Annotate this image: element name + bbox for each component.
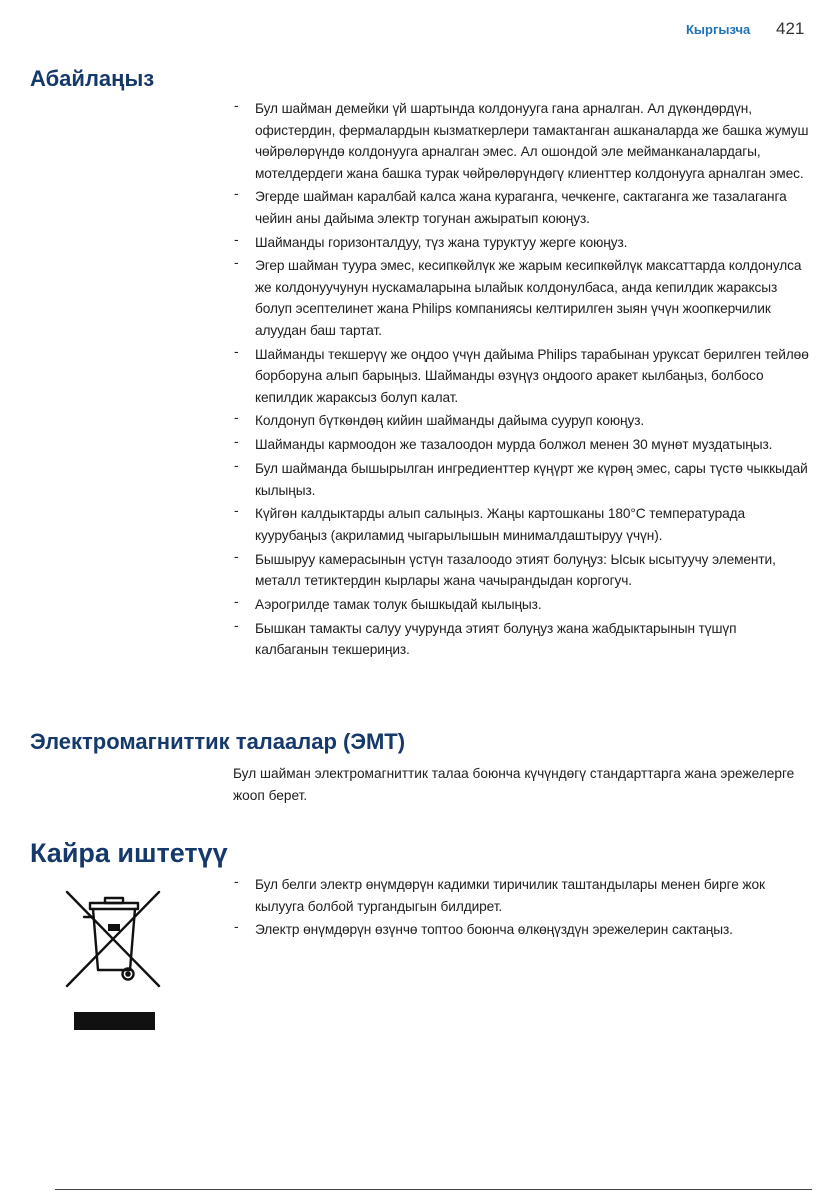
caution-item: - Шайманды текшерүү же оңдоо үчүн дайыма Philips тарабынан уруксат берилген тейлөө борборуна алып барыңыз. Шайманды өзүңүз оңдоого аракет кылбаңыз, болбосо кепилдик жараксыз болуп калат. bbox=[233, 344, 811, 409]
caution-heading: Абайлаңыз bbox=[30, 66, 155, 91]
emf-heading: Электромагниттик талаалар (ЭМТ) bbox=[30, 729, 406, 754]
caution-item: - Эгерде шайман каралбай калса жана кураганга, чечкенге, сактаганга же тазалаганга чейин аны дайыма электр тогунан ажыратып коюңуз. bbox=[233, 186, 811, 229]
caution-item: - Бышкан тамакты салуу учурунда этият болуңуз жана жабдыктарынын түшүп калбаганын текшериңиз. bbox=[233, 618, 811, 661]
recycling-item: - Бул белги электр өнүмдөрүн кадимки тиричилик таштандылары менен бирге жок кылууга болбой тургандыгын билдирет. bbox=[233, 874, 811, 917]
recycling-item: - Электр өнүмдөрүн өзүнчө топтоо боюнча өлкөңүздүн эрежелерин сактаңыз. bbox=[233, 919, 811, 941]
caution-list bbox=[233, 98, 811, 663]
header-language: Кыргызча bbox=[686, 22, 751, 37]
caution-item: - Бул шайманда бышырылган ингредиенттер күңүрт же күрөң эмес, сары түстө чыккыдай кылыңыз. bbox=[233, 458, 811, 501]
weee-black-bar bbox=[74, 1012, 155, 1030]
caution-item: - Бышыруу камерасынын үстүн тазалоодо этият болуңуз: Ысык ысытуучу элементи, металл тетиктердин кырлары жана чачырандыдан коргогуч. bbox=[233, 549, 811, 592]
crossed-out-wheelie-bin-icon bbox=[62, 886, 164, 990]
caution-item: - Колдонуп бүткөндөң кийин шайманды дайыма сууруп коюңуз. bbox=[233, 410, 811, 432]
footer-divider bbox=[55, 1189, 812, 1190]
emf-text: Бул шайман электромагниттик талаа боюнча күчүндөгү стандарттарга жана эрежелерге жооп берет. bbox=[233, 766, 795, 803]
page-number: 421 bbox=[776, 19, 805, 38]
caution-item: - Аэрогрилде тамак толук бышкыдай кылыңыз. bbox=[233, 594, 811, 616]
recycling-list bbox=[233, 874, 811, 943]
recycling-heading: Кайра иштетүү bbox=[30, 838, 228, 868]
caution-item: - Эгер шайман туура эмес, кесипкөйлүк же жарым кесипкөйлүк максаттарда колдонулса же колдонуучунун нускамаларына ылайык колдонулбаса, анда кепилдик жараксыз болуп эсептелинет жана Philips компаниясы келтирилген зыян үчүн жоопкерчилик алуудан баш тартат. bbox=[233, 255, 811, 341]
caution-item: - Бул шайман демейки үй шартында колдонууга гана арналган. Ал дүкөндөрдүн, офистердин, фермалардын кызматкерлери тамактанган ашканаларда же башка жумуш чөйрөлөрүндө колдонууга арналган эмес. Ал ошондой эле мейманканалардагы, мотелдердеги жана башка турак чөйрөлөрүндөгү клиенттер колдонууга арналган эмес. bbox=[233, 98, 811, 184]
caution-item: - Күйгөн калдыктарды алып салыңыз. Жаңы картошканы 180°C температурада куурубаңыз (акриламид чыгарылышын минималдаштыруу үчүн). bbox=[233, 503, 811, 546]
caution-item: - Шайманды горизонталдуу, түз жана туруктуу жерге коюңуз. bbox=[233, 232, 811, 254]
caution-item: - Шайманды кармоодон же тазалоодон мурда болжол менен 30 мүнөт муздатыңыз. bbox=[233, 434, 811, 456]
